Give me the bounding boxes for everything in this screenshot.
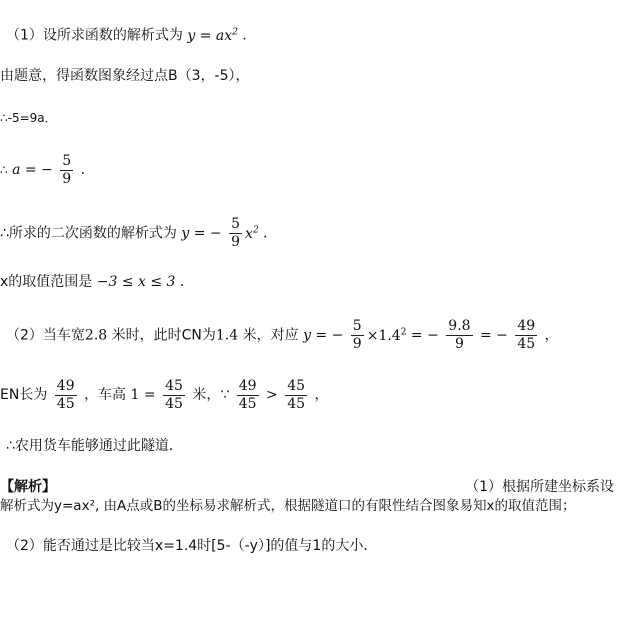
- equals-minus: = −: [24, 162, 53, 178]
- line-7-text-1: （2）当车宽: [6, 327, 85, 344]
- var-a: a: [12, 162, 21, 178]
- solution-line-3: [0, 108, 57, 128]
- equals-minus-3: = −: [480, 327, 508, 344]
- solution-line-8: [0, 375, 328, 415]
- fraction-49-45: $\frac{49}{45}$: [517, 318, 536, 353]
- analysis-line-1: [0, 496, 576, 516]
- line-8-text-3: 米，∵: [192, 387, 230, 403]
- line-9-text: ∴农用货车能够通过此隧道．: [6, 438, 183, 454]
- var-x-squared: $x^2$: [245, 225, 259, 242]
- line-7-text-2: 米时，此时CN为: [111, 327, 216, 344]
- equals-minus-2: = −: [410, 327, 439, 344]
- fraction-9-8-over-9: $\frac{9.8}{9}$: [448, 318, 471, 353]
- analysis-label: 【解析】: [0, 479, 56, 495]
- line-1-end: ．: [242, 27, 257, 44]
- line-1-formula: $y = ax^2$: [187, 27, 238, 44]
- fraction-45-45: $\frac{45}{45}$: [165, 377, 183, 412]
- line-6-text: x的取值范围是: [0, 274, 93, 290]
- solution-line-1: [6, 22, 256, 46]
- cn-length: 1.4: [215, 327, 239, 344]
- car-width: 2.8: [84, 327, 108, 344]
- solution-line-5: [0, 210, 277, 254]
- analysis-line-2: [6, 536, 377, 556]
- line-5-lhs: y = −: [181, 225, 222, 242]
- solution-line-9: [6, 436, 183, 456]
- y-equals-minus: y = −: [303, 327, 344, 344]
- line-4-end: ．: [80, 162, 95, 178]
- line-7-end: ，: [544, 327, 559, 344]
- fraction-45-45-b: $\frac{45}{45}$: [287, 377, 306, 412]
- line-8-text-2: ，车高: [84, 387, 127, 403]
- therefore-symbol: ∴: [0, 163, 8, 177]
- fraction-5-9: $\frac{5}{9}$: [62, 152, 72, 187]
- line-2-text: 由题意，得函数图象经过点B（3，-5），: [0, 68, 250, 84]
- solution-line-6: [0, 272, 194, 292]
- line-8-text-1: EN长为: [0, 387, 48, 403]
- analysis-right-text: （1）根据所建坐标系设: [465, 479, 614, 495]
- analysis-line-1-text: 解析式为y=ax², 由A点或B的坐标易求解析式，根据隧道口的有限性结合图象易知x的取值范围；: [0, 498, 576, 514]
- range-inequality: −3 ≤ x ≤ 3: [96, 274, 176, 290]
- line-8-end: ，: [314, 387, 329, 403]
- greater-than: >: [266, 387, 278, 403]
- solution-line-7: [6, 312, 559, 356]
- fraction-5-9: $\frac{5}{9}$: [231, 216, 241, 251]
- times-1-4-squared: $\times 1.4^2$: [366, 327, 407, 344]
- line-5-end: ．: [263, 225, 278, 242]
- fraction-49-45-b: $\frac{49}{45}$: [238, 377, 257, 412]
- analysis-header: [0, 477, 622, 497]
- line-6-end: ．: [179, 274, 194, 290]
- analysis-line-2-text: （2）能否通过是比较当x=1.4时[5-（-y）]的值与1的大小．: [6, 538, 378, 554]
- height-one: 1 =: [130, 387, 156, 403]
- line-7-text-3: 米，对应: [242, 327, 299, 344]
- solution-line-2: [0, 66, 249, 86]
- line-3-text: ∴-5=9a．: [0, 111, 57, 125]
- line-5-text: ∴所求的二次函数的解析式为: [0, 225, 177, 242]
- line-1-text: （1）设所求函数的解析式为: [6, 27, 183, 44]
- fraction-5-9: $\frac{5}{9}$: [352, 318, 362, 353]
- fraction-49-45: $\frac{49}{45}$: [56, 377, 75, 412]
- solution-line-4: [0, 150, 95, 190]
